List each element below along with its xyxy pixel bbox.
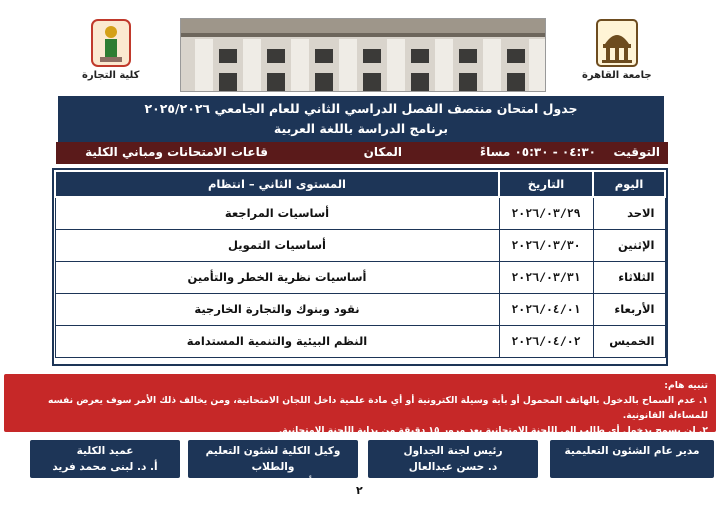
row-subject: النظم البيئية والتنمية المستدامة	[55, 325, 499, 357]
notice-item-1: ١. عدم السماح بالدخول بالهاتف المحمول أو بأية وسيلة الكترونية أو أي مادة علمية داخل اللجان الامتحانية، ومن يخالف ذلك الأمر سوف يعرض نفسه للمساءلة القانونية.	[48, 395, 708, 421]
table-row	[55, 197, 665, 229]
commerce-faculty-logo	[82, 18, 139, 81]
building-photo	[180, 18, 546, 92]
title-line-2: برنامج الدراسة باللغة العربية	[273, 121, 449, 136]
table-row	[55, 261, 665, 293]
header-day: اليوم	[593, 171, 665, 197]
university-dome-icon	[594, 18, 640, 68]
row-date: ٢٠٢٦/٠٤/٠٢	[499, 325, 593, 357]
header-level: المستوى الثاني – انتظام	[55, 171, 499, 197]
signature-title: رئيس لجنة الجداول	[403, 445, 503, 457]
row-day: الخميس	[593, 325, 665, 357]
row-subject: أساسيات التمويل	[55, 229, 499, 261]
signature-title: مدير عام الشئون التعليمية	[564, 445, 700, 457]
timing-value: ٠٤:٣٠ - ٠٥:٣٠ مساءً	[479, 145, 596, 159]
signature-name: د. حسن عبدالعال	[408, 461, 498, 473]
title-line-1: جدول امتحان منتصف الفصل الدراسي الثاني للعام الجامعي ٢٠٢٥/٢٠٢٦	[144, 101, 578, 116]
right-logo-caption: جامعة القاهرة	[582, 70, 652, 81]
notice-item-2: ٢. لن يسمح بدخول أي طالب الى اللجنة الامتحانية بعد مرور ١٥ دقيقة من بداية اللجنة الامتحانية.	[278, 425, 708, 436]
signature-box-vice-dean	[188, 440, 358, 489]
row-date: ٢٠٢٦/٠٣/٣٠	[499, 229, 593, 261]
info-bar	[56, 142, 668, 164]
notice-heading: تنبيه هام:	[664, 380, 708, 391]
row-day: الثلاثاء	[593, 261, 665, 293]
table-row	[55, 293, 665, 325]
signature-name: أ. د. لبنى محمد فريد	[52, 461, 158, 473]
commerce-emblem-icon	[88, 18, 134, 68]
row-day: الاحد	[593, 197, 665, 229]
page-number: ٢	[356, 484, 363, 497]
building-image	[181, 19, 546, 92]
row-date: ٢٠٢٦/٠٣/٣١	[499, 261, 593, 293]
timing-label: التوقيت	[613, 145, 660, 159]
signature-title: وكيل الكلية لشئون التعليم والطلاب	[205, 445, 341, 473]
signature-box-schedules-head	[368, 440, 538, 478]
row-subject: أساسيات نظرية الخطر والتأمين	[55, 261, 499, 293]
table-row	[55, 229, 665, 261]
exam-schedule-table	[52, 168, 668, 366]
title-banner	[58, 96, 664, 142]
row-date: ٢٠٢٦/٠٣/٢٩	[499, 197, 593, 229]
left-logo-caption: كلية التجارة	[82, 70, 140, 81]
place-label: المكان	[363, 145, 402, 159]
table-row	[55, 325, 665, 357]
signature-box-education-director	[550, 440, 714, 478]
signature-name: أ. د. عماد الزمر	[233, 477, 313, 489]
header-date: التاريخ	[499, 171, 593, 197]
important-notice	[4, 374, 716, 436]
signature-box-dean	[30, 440, 180, 478]
cairo-university-logo	[582, 18, 652, 81]
row-subject: نقود وبنوك والتجارة الخارجية	[55, 293, 499, 325]
signature-title: عميد الكلية	[76, 445, 134, 457]
row-day: الأربعاء	[593, 293, 665, 325]
row-date: ٢٠٢٦/٠٤/٠١	[499, 293, 593, 325]
place-value: قاعات الامتحانات ومباني الكلية	[85, 145, 268, 159]
row-day: الإثنين	[593, 229, 665, 261]
row-subject: أساسيات المراجعة	[55, 197, 499, 229]
table-header-row	[55, 171, 665, 197]
